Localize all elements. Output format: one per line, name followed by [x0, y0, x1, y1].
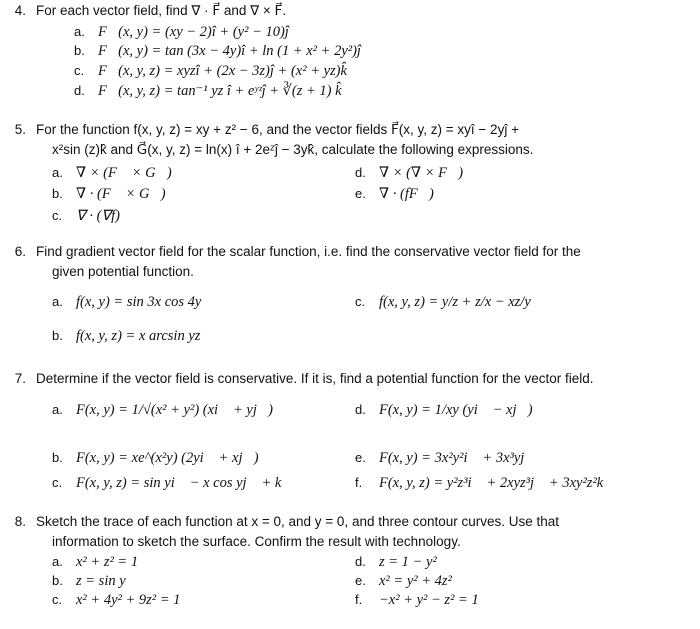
question-6 [0, 244, 700, 354]
question-prompt-continued: x²sin (z)k̂ and G⃗(x, y, z) = ln(x) î + 2eᶻĵ − 3yk̂, calculate the following expressions. [52, 142, 534, 157]
list-item: a. ∇ × (F⃗ × G⃗) [52, 165, 172, 181]
question-number: 4. [14, 3, 26, 18]
list-item: f. −x² + y² − z² = 1 [355, 592, 479, 608]
question-prompt-continued: given potential function. [52, 264, 194, 279]
list-item: d. ∇ × (∇ × F⃗) [355, 165, 464, 181]
question-number: 6. [14, 244, 26, 259]
question-8 [0, 514, 700, 624]
list-item: d. z = 1 − y² [355, 554, 437, 570]
list-item: a. x² + z² = 1 [52, 554, 139, 570]
question-prompt-continued: information to sketch the surface. Confirm the result with technology. [52, 534, 461, 549]
list-item: c. x² + 4y² + 9z² = 1 [52, 592, 181, 608]
list-item: b. F(x, y) = xe^(x²y) (2yi⃗ + xj⃗) [52, 450, 259, 466]
list-item: c. F⃗(x, y, z) = xyzî + (2x − 3z)ĵ + (x² + yz)k̂ [74, 63, 347, 79]
question-number: 5. [14, 122, 26, 137]
question-prompt: For the function f(x, y, z) = xy + z² − 6, and the vector fields F⃗(x, y, z) = xyî − 2yĵ + [36, 122, 519, 137]
list-item: a. F(x, y) = 1/√(x² + y²) (xi⃗ + yj⃗) [52, 402, 273, 418]
list-item: e. F(x, y) = 3x²y²i⃗ + 3x³yj⃗ [355, 450, 536, 466]
question-prompt: Sketch the trace of each function at x = 0, and y = 0, and three contour curves. Use that [36, 514, 560, 529]
list-item: e. ∇ · (fF⃗) [355, 186, 434, 202]
question-5 [0, 122, 700, 232]
question-number: 8. [14, 514, 26, 529]
list-item: e. x² = y² + 4z² [355, 573, 452, 589]
question-prompt: Determine if the vector field is conservative. If it is, find a potential function for the vector field. [36, 371, 594, 386]
list-item: b. F⃗(x, y) = tan (3x − 4y)î + ln (1 + x² + 2y²)ĵ [74, 43, 361, 59]
list-item: f. F(x, y, z) = y²z³i⃗ + 2xyz³j⃗ + 3xy²z²k⃗ [355, 475, 615, 491]
list-item: b. f(x, y, z) = x arcsin yz [52, 328, 201, 344]
question-4 [0, 0, 700, 100]
list-item: c. f(x, y, z) = y/z + z/x − xz/y [355, 294, 531, 310]
list-item: a. f(x, y) = sin 3x cos 4y [52, 294, 202, 310]
list-item: b. z = sin y [52, 573, 126, 589]
list-item: d. F⃗(x, y, z) = tan⁻¹ yz î + eʸᶻĵ + ∛(z + 1) k̂ [74, 83, 342, 99]
list-item: b. ∇ · (F⃗ × G⃗) [52, 186, 166, 202]
question-prompt: For each vector field, find ∇ · F⃗ and ∇ × F⃗. [36, 3, 287, 18]
list-item: c. ∇ · (∇f) [52, 208, 120, 224]
list-item: a. F⃗(x, y) = (xy − 2)î + (y² − 10)ĵ [74, 24, 289, 40]
list-item: c. F(x, y, z) = sin yi⃗ − x cos yj⃗ + k⃗ [52, 475, 293, 491]
list-item: d. F(x, y) = 1/xy (yi⃗ − xj⃗) [355, 402, 533, 418]
question-7 [0, 371, 700, 501]
question-number: 7. [14, 371, 26, 386]
question-prompt: Find gradient vector field for the scalar function, i.e. find the conservative vector field for the [36, 244, 581, 259]
